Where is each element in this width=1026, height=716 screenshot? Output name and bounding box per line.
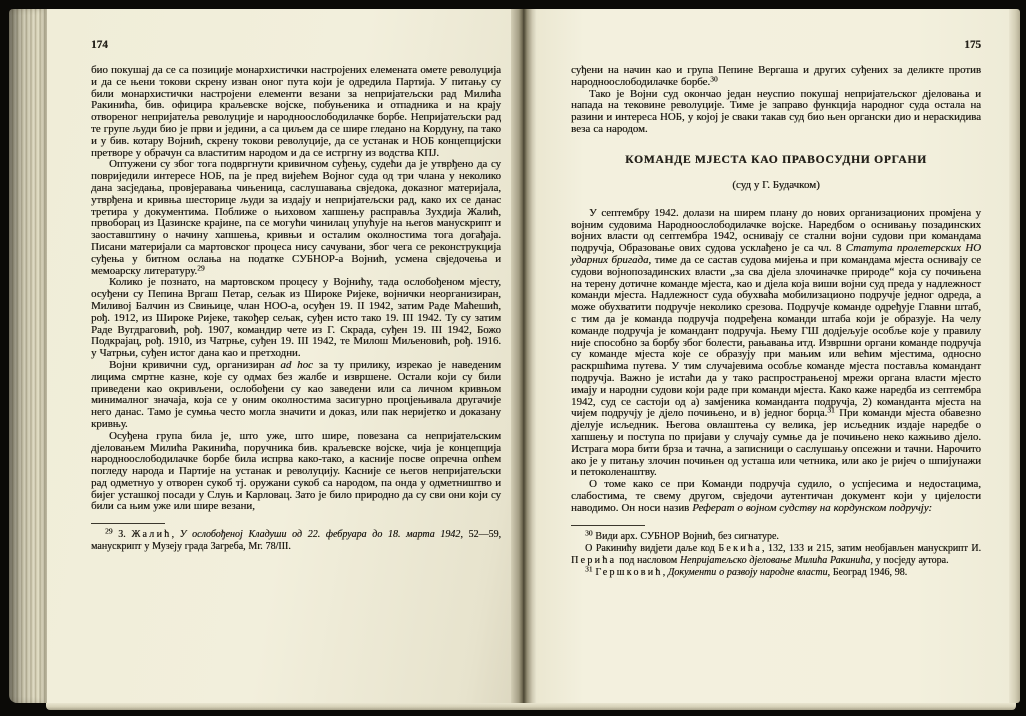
right-page-body-main [571,208,981,515]
body-paragraph: био покушај да се са позиције монархистички настројених елемената омете револуција и да се њени токови скрену изван оног пута који је одредила Партија. У питању су били монархистички настројени елементи везани за непријатељски рад Милића Ракинића, бив. официра краљевске војске, побуњеника и отпадника и на крају отвореног непријатеља револуције и народноослободилачке борбе. Непријатељски рад те групе људи био је први и једини, а са циљем да се шире гледано на Кордуну, па тако и у бив. котару Војнић, скрену токови револуције, да се устанак и НОБ концепцијски претворе у обрачун са властитим народом и да се истргну из водства КПЈ. [91,64,501,159]
footnote: О Ракинићу видјети даље код Бекића, 132, 133 и 215, затим необјављен манускрипт И. Перића под насловом Непријатељско дјеловање Милића Ракинића, у посједу аутора. [571,542,982,566]
body-paragraph: Колико је познато, на мартовском процесу у Војнићу, тада ослобођеном мјесту, осуђени су Пепина Вргаш Петар, сељак из Широке Ријеке, војнички неорганизиран, Миливој Балчин из Свињице, члан НОО-а, осуђен 19. II 1942, затим Раде Маћешић, рођ. 1912, из Широке Ријеке, такођер сељак, суђен исто тако 19. III 1942. Ту су затим Раде Вугдраговић, рођ. 1907, командир чете из Г. Скрада, суђен 19. III 1942, Божо Подкрајац, рођ. 1910, из Чатрње, суђен 19. III 1942, те Милош Миљеновић, рођ. 1916. у Чатрњи, суђен истог дана као и претходни. [91,276,501,360]
body-paragraph: У септембру 1942. долази на ширем плану до нових организационих промјена у војним судовима Народноослободилачке војске. Наредбом о оснивању позадинских војних власти од септембра 1942, оснивају се стални војни судови при командама подручја, Образовање ових судова усклађено је са чл. 8 Статута пролетерских НО ударних бригада, тиме да се састав судова мијења и при командама мјеста оснивају се судови војнопозадинских власти „за сва дјела злочиначке природе“ која су почињена на терену дотичне команде мјеста, као и дјела која виши војни суд преда у надлежност команди мјеста. Надлежност суда обухваћа мобилизационо подручје једног одреда, а може обухватити подручје неколико срезова. Подручје команде одређује Главни штаб, с тим да је команда подручја подређена команди штаба који је образује. На челу команде подручја је командант подручја. Њему ГШ додјељује особље које у правилу није способно за борбу због болести, рањавања итд. Извршни органи команде подручја су команде мјеста које се образују при мањим или већим мјестима, односно раскршћима путева. У тим случајевима особље команде мјеста поставља командант подручја. Важно је истаћи да у тако распрострањеној мрежи органа власти мјесто имају и народни судови који раде при команди мјеста. Како каже наредба из септембра 1942, суд се састоји од а) замјеника команданта подручја, 2) команданта мјеста на чијем подручју је дјело почињено, и в) једног борца.$^{31}$ При команди мјеста обавезно дјелује исљедник. Његова овлаштења су велика, јер исљедник издаје наредбе о хапшењу и поступа по пријави у случају сумње да је почињено неко кажњиво дјело. Истрага мора бити брза и тачна, а записници о саслушању опсежни и тачни. Нарочито ако је у питању злочин почињен од усташа или четника, или ако је ријеч о шпијунажи и петоколенаштву. [571,206,981,479]
left-page-edges [9,9,47,703]
right-footnote-rule [571,525,645,526]
body-paragraph: Тако је Војни суд окончао један неуспио покушај непријатељског дјеловања и напада на тековине револуције. Тиме је заправо функција народног суда остала на разини и интереса НОБ, у којој је сваки такав суд био њен органски дио и нераскидива веза са народом. [571,87,981,135]
body-paragraph: Војни кривични суд, организиран ad hoc за ту прилику, изрекао је наведеним лицима смртне казне, које су одмах без жалбе и извршене. Остали који су били приведени као окривљени, ослобођени су као заведени или са личном кривњом минималног значаја, која се у оним околностима засигурно процјењивала другачије него данас. Тамо је сумња често могла значити и доказ, или пак неријетко и доказану кривњу. [91,358,501,430]
footnote: $^{31}$ Гершковић, Документи о развоју народне власти, Београд 1946, 98. [585,564,908,578]
body-paragraph: суђени на начин као и група Пепине Вергаша и других суђених за деликте против народноослободилачке борбе.$^{30}$ [571,64,981,88]
left-page [47,9,511,703]
footnote: $^{30}$ Види арх. СУБНОР Војнић, без сигнатуре. [585,528,779,542]
body-paragraph: Осуђена група била је, што уже, што шире, повезана са непријатељским дјеловањем Милића Ракинића, поручника бив. краљевске војске, чија је концепција народноослободилачке борбе била испрва како-тако, а касније посве опречна опћем погледу народа и Партије на устанак и револуцију. Касније се његов непријатељски рад одметнуо у отворен сукоб тј. оружани сукоб са народом, па онда у одметништво и бијег усташкој посади у Слуњ и Карловац. Зато је било природно да су сви они који су били са њим уже или шире везани, [91,429,501,513]
body-paragraph: О томе како се при Команди подручја судило, о успјесима и недостацима, слабостима, те свему другом, свједочи аутентичан документ који у цијелости наводимо. Он носи назив Реферат о војном судству на кордунском подручју: [571,478,981,514]
page-bottom-edge [46,703,1016,710]
book-gutter [511,9,537,703]
right-page-footnotes [571,528,982,579]
left-page-number: 174 [91,39,108,51]
chapter-heading: КОМАНДЕ МЈЕСТА КАО ПРАВОСУДНИ ОРГАНИ [625,152,927,166]
right-page [537,9,1009,703]
right-page-body-top [571,65,981,136]
right-page-number: 175 [964,39,981,51]
left-footnote-rule [91,523,165,524]
right-page-edge [1009,9,1020,703]
footnote: $^{29}$ З. Жалић, У ослобођеној Кладуши од 22. фебруара до 18. марта 1942, 52—59, манускрипт у Музеју града Загреба, Мг. 78/III. [91,526,501,553]
body-paragraph: Оптужени су због тога подвргнути кривичном суђењу, судећи да је утврђено да су повриједили интересе НОБ, па је пред вијећем Војног суда од три члана у неколико дана засједања, провјеравања чињеница, саслушавања свједока, доказног материјала, утврђена и кривња шесторице људи за издају и непријатељски рад, како их се данас третира у документима. Поближе о њиховом хапшењу расправља Зухдија Жалић, првоборац из Цазинске крајине, па се могући чинилац упућује на његов манускрипт и заоставштину о начину хапшења, кривњи и осталим околностима тога догађаја. Писани материјали са мартовског процеса нису сачувани, због чега се реконструкција суђења у битном ослања на податке СУБНОР-а Војнић, усмена свједочења и мемоарску литературу.$^{29}$ [91,158,501,277]
chapter-subheading: (суд у Г. Будачком) [732,178,820,191]
left-page-footnotes [91,526,501,553]
left-page-body [91,65,501,513]
